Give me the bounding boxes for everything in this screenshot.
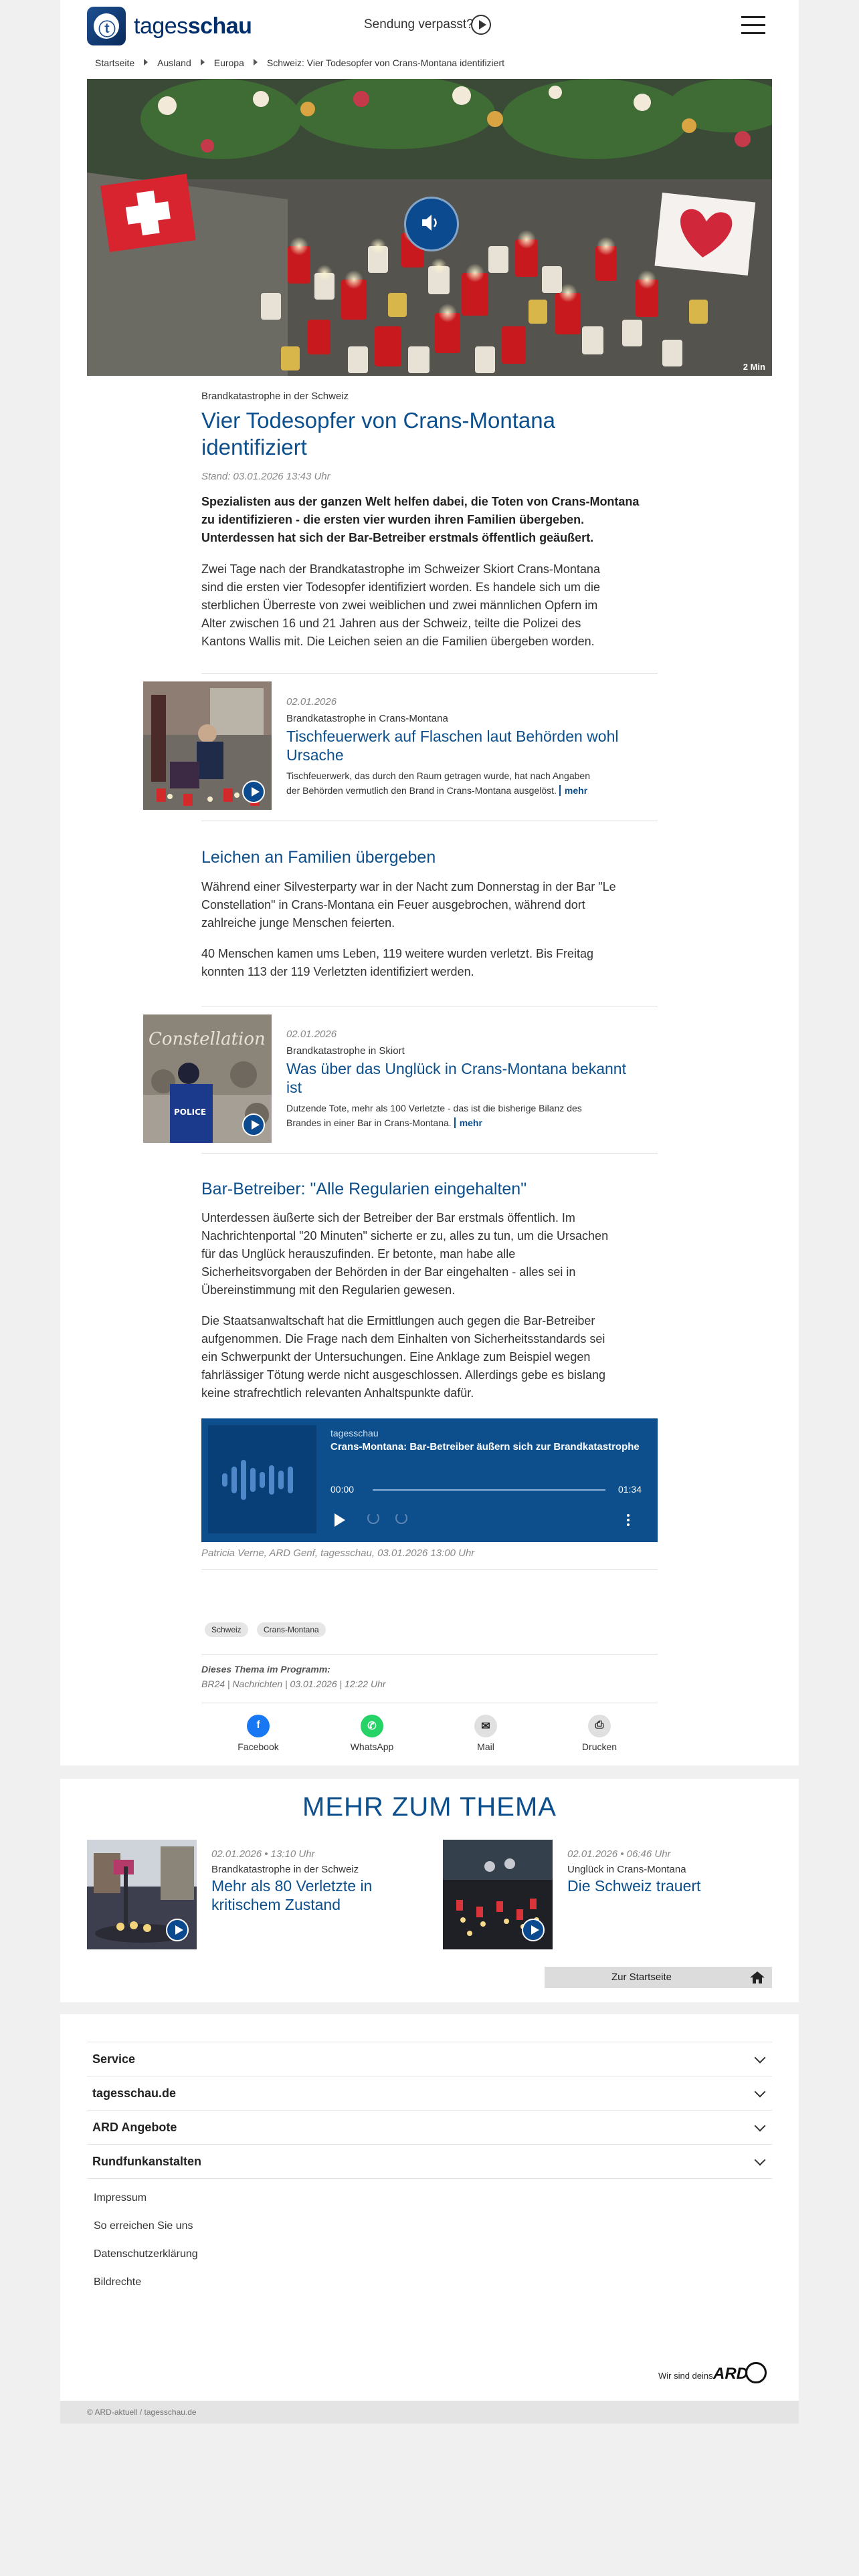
more-link[interactable]: mehr <box>559 785 587 796</box>
related-title[interactable]: Mehr als 80 Verletzte in kritischem Zustand <box>211 1877 373 1913</box>
speaker-icon <box>418 211 442 235</box>
share-facebook[interactable]: f Facebook <box>231 1715 285 1752</box>
police-label: POLICE <box>174 1107 207 1117</box>
footer-section-ard-angebote[interactable]: ARD Angebote <box>87 2110 772 2144</box>
breadcrumb-ausland[interactable]: Ausland <box>157 58 191 68</box>
play-icon[interactable] <box>242 780 265 803</box>
footer-link-kontakt[interactable]: So erreichen Sie uns <box>94 2220 193 2232</box>
rewind-icon[interactable] <box>367 1512 379 1524</box>
teaser-topline: Brandkatastrophe in Crans-Montana <box>286 713 448 724</box>
article-paragraph-3: 40 Menschen kamen ums Leben, 119 weitere wurden verletzt. Bis Freitag konnten 113 der 119 Verletzten identifiziert werden. <box>201 947 593 978</box>
teaser-image[interactable] <box>143 1014 272 1143</box>
article-lead: Spezialisten aus der ganzen Welt helfen dabei, die Toten von Crans-Montana zu identifizieren - die ersten vier wurden ihren Familien übergeben. Unterdessen hat sich der Bar-Betreiber erstmals öffentlich geäußert. <box>201 495 640 544</box>
tag-schweiz[interactable]: Schweiz <box>205 1622 248 1637</box>
teaser-date: 02.01.2026 <box>286 1029 337 1040</box>
article-paragraph-2: Während einer Silvesterparty war in der Nacht zum Donnerstag in der Bar "Le Constellation" in Crans-Montana ein Feuer ausgebrochen, während dort zahlreiche junge Menschen feierten. <box>201 880 616 930</box>
article-title: Vier Todesopfer von Crans-Montana identifiziert <box>201 408 555 459</box>
chevron-down-icon <box>755 2052 766 2064</box>
divider <box>201 673 658 674</box>
sendung-verpasst-link[interactable]: Sendung verpasst? <box>364 17 474 31</box>
teaser-date: 02.01.2026 <box>286 696 337 708</box>
spacer <box>60 1765 799 1779</box>
menu-icon[interactable] <box>741 16 765 35</box>
zur-startseite-button[interactable]: Zur Startseite <box>545 1967 772 1988</box>
article-author: Patricia Verne, ARD Genf, tagesschau, 03.01.2026 13:00 Uhr <box>201 1547 475 1559</box>
audio-artwork <box>208 1425 316 1533</box>
article-date: Stand: 03.01.2026 13:43 Uhr <box>201 471 330 482</box>
more-options-icon[interactable] <box>627 1514 630 1528</box>
divider <box>201 1569 658 1570</box>
whatsapp-icon: ✆ <box>361 1715 383 1737</box>
teaser-content[interactable] <box>286 1029 661 1130</box>
audio-title: Crans-Montana: Bar-Betreiber äußern sich zur Brandkatastrophe <box>330 1441 640 1453</box>
chevron-right-icon <box>201 59 205 66</box>
teaser-text: Tischfeuerwerk, das durch den Raum getragen wurde, hat nach Angaben der Behörden vermutlich den Brand in Crans-Montana ausgelöst. mehr <box>286 770 590 796</box>
article-paragraph-4: Unterdessen äußerte sich der Betreiber der Bar erstmals öffentlich. Im Nachrichtenportal "20 Minuten" sicherte er zu, alles zu tun, um die Ursachen für das Unglück herauszufinden. Er betonte, man habe alle Sicherheitsvorgaben der Behörden in der Bar eingehalten - alles sei in Übereinstimmung mit den Regularien gewesen. <box>201 1211 609 1297</box>
chevron-down-icon <box>755 2121 766 2132</box>
section-title-mehr-zum-thema: MEHR ZUM THEMA <box>302 1792 557 1822</box>
tagesschau-logo-icon[interactable]: ⓣ <box>87 7 126 45</box>
play-circle-icon[interactable] <box>471 15 491 35</box>
audio-player <box>201 1418 658 1542</box>
teaser-content[interactable] <box>286 696 661 798</box>
chevron-down-icon <box>755 2086 766 2098</box>
footer-link-impressum[interactable]: Impressum <box>94 2192 147 2204</box>
footer-link-bildrechte[interactable]: Bildrechte <box>94 2276 142 2288</box>
section-heading: Bar-Betreiber: "Alle Regularien eingehalten" <box>201 1180 527 1198</box>
forward-icon[interactable] <box>395 1512 407 1524</box>
tag-crans-montana[interactable]: Crans-Montana <box>257 1622 326 1637</box>
related-content[interactable] <box>567 1848 768 1895</box>
footer-section-service[interactable]: Service <box>87 2042 772 2076</box>
spacer <box>60 2002 799 2014</box>
ard-claim: Wir sind deins. <box>658 2371 716 2381</box>
share-print[interactable]: ⎙ Drucken <box>573 1715 626 1752</box>
audio-progress-bar[interactable] <box>373 1489 605 1491</box>
more-link[interactable]: mehr <box>454 1117 482 1128</box>
play-icon[interactable] <box>522 1919 545 1941</box>
site-logo-text[interactable]: tagesschau <box>134 13 252 39</box>
print-icon: ⎙ <box>588 1715 611 1737</box>
mail-icon: ✉ <box>474 1715 497 1737</box>
teaser-text: Dutzende Tote, mehr als 100 Verletzte - das ist die bisherige Bilanz des Brandes in einer Bar in Crans-Montana. mehr <box>286 1103 582 1128</box>
copyright-text: © ARD-aktuell / tagesschau.de <box>87 2407 197 2417</box>
share-whatsapp[interactable]: ✆ WhatsApp <box>345 1715 399 1752</box>
article-paragraph-5: Die Staatsanwaltschaft hat die Ermittlungen auch gegen die Bar-Betreiber aufgenommen. Die Frage nach dem Einhalten von Sicherheitsstandards sei ein Schwerpunkt der Untersuchungen. Eine Anklage zum Beispiel wegen fahrlässiger Tötung werde nicht ausgeschlossen. Allerdings gebe es bislang keine strafrechtlich relevanten Anhaltspunkte dafür. <box>201 1314 606 1400</box>
teaser-topline: Brandkatastrophe in Skiort <box>286 1045 405 1057</box>
section-heading: Leichen an Familien übergeben <box>201 848 436 867</box>
ard-logo-icon[interactable]: ARD <box>713 2361 771 2387</box>
facebook-icon: f <box>247 1715 270 1737</box>
related-image[interactable] <box>87 1840 197 1949</box>
related-topline: Unglück in Crans-Montana <box>567 1864 686 1875</box>
footer-section-tagesschau[interactable]: tagesschau.de <box>87 2076 772 2110</box>
related-image[interactable] <box>443 1840 553 1949</box>
waveform-icon <box>222 1459 302 1501</box>
copyright-bar <box>60 2401 799 2424</box>
related-date: 02.01.2026 • 06:46 Uhr <box>567 1848 671 1860</box>
chevron-right-icon <box>254 59 258 66</box>
related-topline: Brandkatastrophe in der Schweiz <box>211 1864 359 1875</box>
image-sign-text: Constellation <box>149 1029 266 1049</box>
related-title[interactable]: Die Schweiz trauert <box>567 1877 701 1895</box>
chevron-down-icon <box>755 2155 766 2166</box>
audio-total-time: 01:34 <box>617 1484 642 1495</box>
chevron-right-icon <box>144 59 148 66</box>
breadcrumb-current: Schweiz: Vier Todesopfer von Crans-Montana identifiziert <box>266 58 504 68</box>
home-icon <box>749 1971 765 1984</box>
video-duration: 2 Min <box>743 362 765 372</box>
breadcrumb-startseite[interactable]: Startseite <box>95 58 135 68</box>
footer-link-datenschutz[interactable]: Datenschutzerklärung <box>94 2248 198 2260</box>
sound-toggle-button[interactable] <box>404 197 459 251</box>
article-paragraph-1: Zwei Tage nach der Brandkatastrophe im Schweizer Skiort Crans-Montana sind die ersten vier Todesopfer identifiziert worden. Es handele sich um die sterblichen Überreste von zwei weiblichen und zwei männlichen Opfern im Alter zwischen 16 und 21 Jahren aus der Schweiz, teilte die Polizei des Kantons Wallis mit. Die Leichen seien an die Familien übergeben worden. <box>201 562 600 648</box>
audio-source: tagesschau <box>330 1428 379 1438</box>
related-date: 02.01.2026 • 13:10 Uhr <box>211 1848 315 1860</box>
divider <box>201 1654 658 1655</box>
teaser-title[interactable]: Was über das Unglück in Crans-Montana bekannt ist <box>286 1060 626 1096</box>
site-header <box>60 0 799 53</box>
footer-section-rundfunkanstalten[interactable]: Rundfunkanstalten <box>87 2144 772 2179</box>
play-icon[interactable] <box>335 1513 345 1527</box>
hero-video[interactable] <box>87 79 772 376</box>
share-mail[interactable]: ✉ Mail <box>459 1715 512 1752</box>
teaser-image[interactable] <box>143 681 272 810</box>
programm-value: BR24 | Nachrichten | 03.01.2026 | 12:22 Uhr <box>201 1679 386 1689</box>
breadcrumb <box>95 58 504 68</box>
audio-current-time: 00:00 <box>330 1484 355 1495</box>
speaker-icon[interactable] <box>166 1919 189 1941</box>
breadcrumb-europa[interactable]: Europa <box>213 58 244 68</box>
related-content[interactable] <box>211 1848 412 1914</box>
teaser-title[interactable]: Tischfeuerwerk auf Flaschen laut Behörden wohl Ursache <box>286 728 619 764</box>
play-icon[interactable] <box>242 1113 265 1136</box>
programm-label: Dieses Thema im Programm: <box>201 1664 330 1675</box>
divider <box>201 1153 658 1154</box>
article-topline: Brandkatastrophe in der Schweiz <box>201 391 349 402</box>
